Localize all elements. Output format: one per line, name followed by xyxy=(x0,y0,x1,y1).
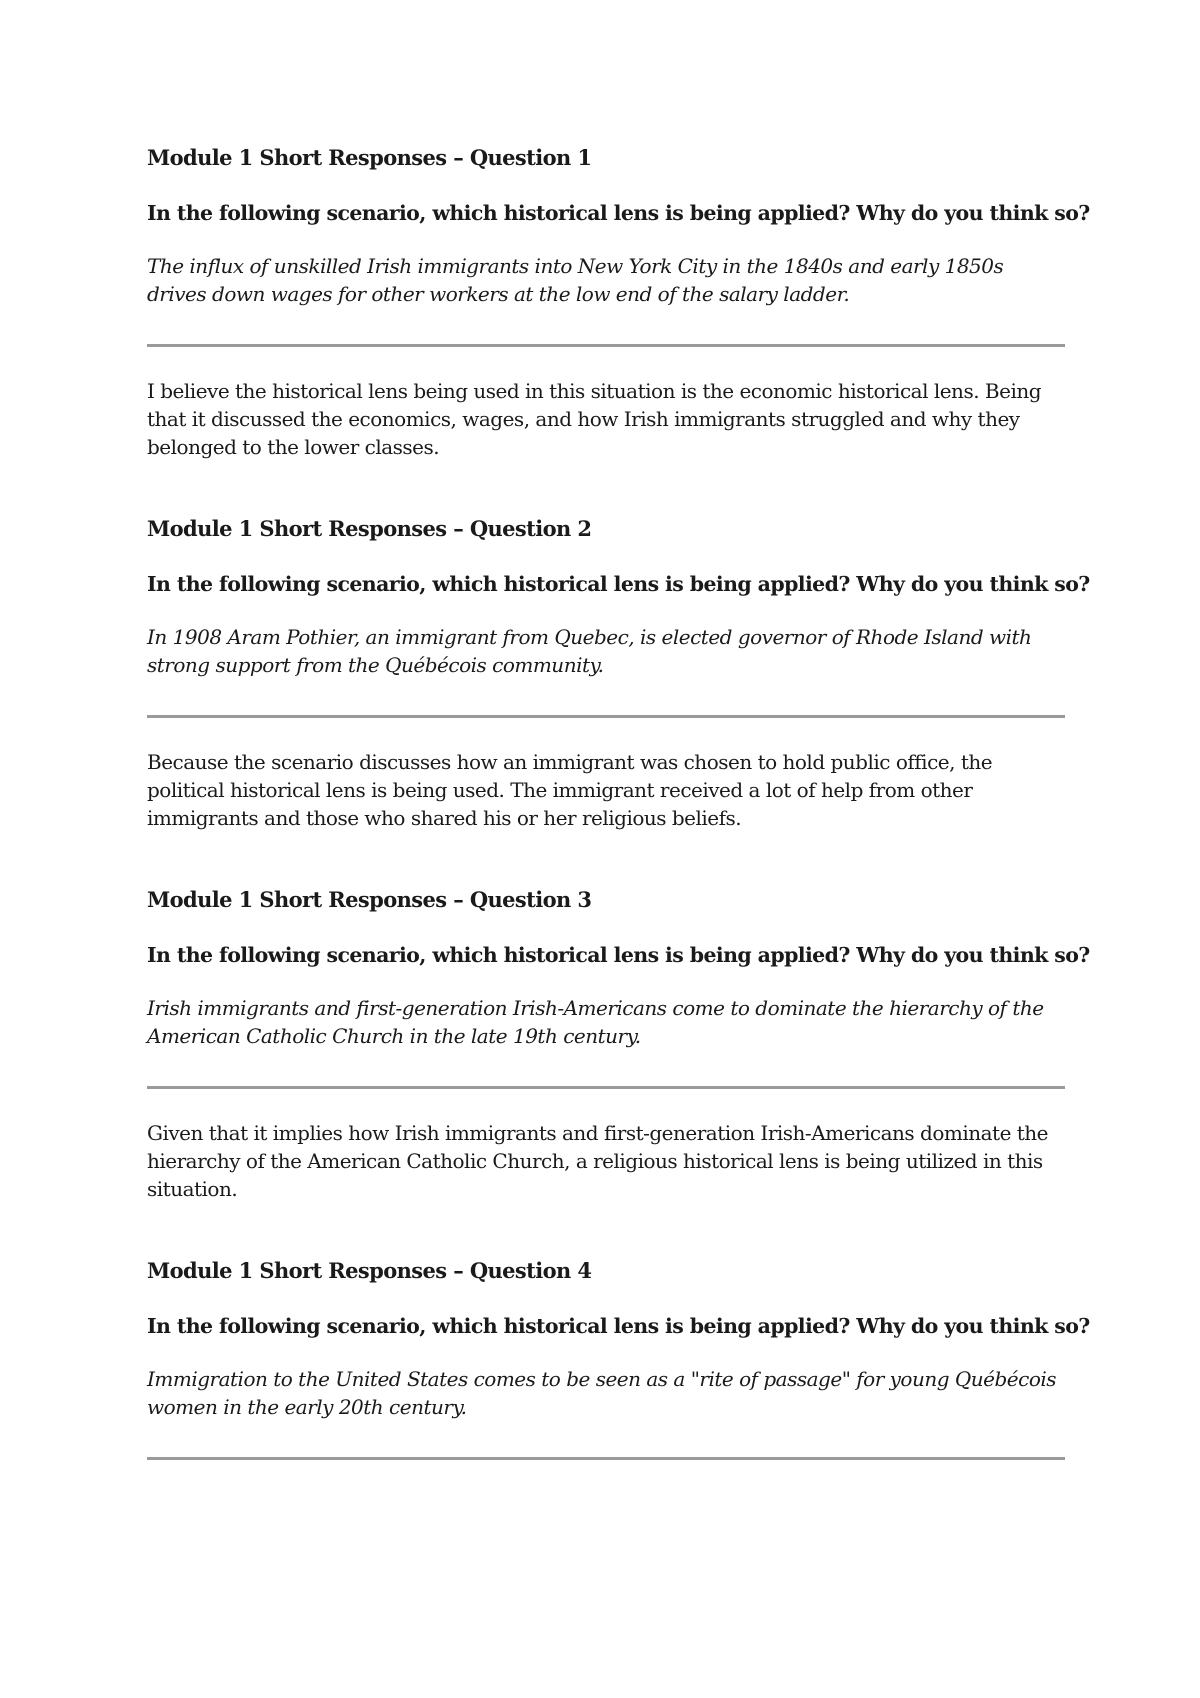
question-prompt: In the following scenario, which historical lens is being applied? Why do you think so? xyxy=(147,201,1090,225)
answer-divider xyxy=(147,344,1065,347)
question-prompt: In the following scenario, which historical lens is being applied? Why do you think so? xyxy=(147,572,1090,596)
question-title: Module 1 Short Responses – Question 3 xyxy=(147,887,592,912)
question-title: Module 1 Short Responses – Question 1 xyxy=(147,145,592,170)
question-2 xyxy=(147,515,1090,832)
question-response: Given that it implies how Irish immigrants and first-generation Irish-Americans dominate the hierarchy of the American Catholic Church, a religious historical lens is being utilized in this situation. xyxy=(147,1121,1049,1201)
answer-divider xyxy=(147,1457,1065,1460)
question-response: I believe the historical lens being used in this situation is the economic historical lens. Being that it discussed the economics, wages, and how Irish immigrants struggled and why they belonged to the lower classes. xyxy=(147,379,1042,459)
document-content xyxy=(147,144,1090,1514)
answer-divider xyxy=(147,715,1065,718)
question-3 xyxy=(147,886,1090,1203)
question-scenario: Irish immigrants and first-generation Irish-Americans come to dominate the hierarchy of the American Catholic Church in the late 19th century. xyxy=(147,996,1044,1048)
question-scenario: In 1908 Aram Pothier, an immigrant from Quebec, is elected governor of Rhode Island with strong support from the Québécois community. xyxy=(147,625,1032,677)
question-scenario: The influx of unskilled Irish immigrants into New York City in the 1840s and early 1850s drives down wages for other workers at the low end of the salary ladder. xyxy=(147,254,1004,306)
question-prompt: In the following scenario, which historical lens is being applied? Why do you think so? xyxy=(147,1314,1090,1338)
question-response: Because the scenario discusses how an immigrant was chosen to hold public office, the political historical lens is being used. The immigrant received a lot of help from other immigrants and those who shared his or her religious beliefs. xyxy=(147,750,993,830)
question-prompt: In the following scenario, which historical lens is being applied? Why do you think so? xyxy=(147,943,1090,967)
question-title: Module 1 Short Responses – Question 2 xyxy=(147,516,592,541)
question-1 xyxy=(147,144,1090,461)
question-4 xyxy=(147,1257,1090,1460)
answer-divider xyxy=(147,1086,1065,1089)
question-scenario: Immigration to the United States comes to be seen as a "rite of passage" for young Québécois women in the early 20th century. xyxy=(147,1367,1057,1419)
question-title: Module 1 Short Responses – Question 4 xyxy=(147,1258,592,1283)
